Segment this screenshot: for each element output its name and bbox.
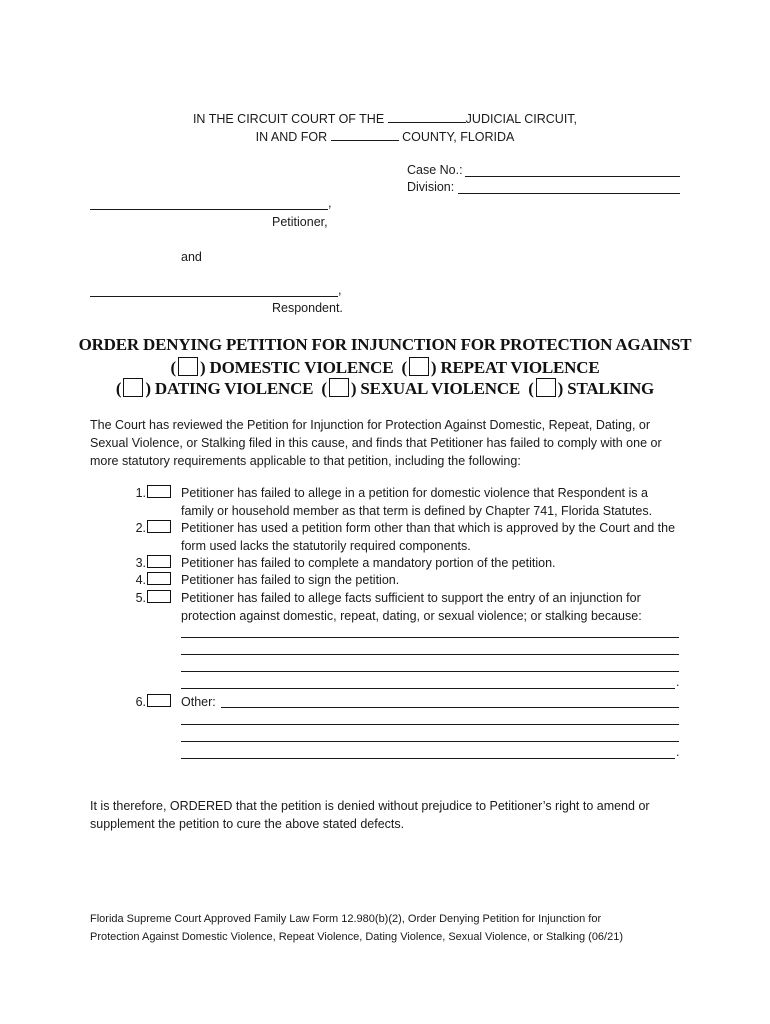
item-text: Petitioner has failed to sign the petition.	[181, 573, 400, 587]
dating-violence-checkbox[interactable]	[123, 378, 143, 397]
reason-period: .	[676, 675, 680, 689]
stalking-checkbox[interactable]	[536, 378, 556, 397]
ordered-paragraph: It is therefore, ORDERED that the petition is denied without prejudice to Petitioner’s right to amend or supplement the petition to cure the above stated defects.	[90, 799, 650, 831]
list-item	[94, 485, 684, 518]
item-text: Petitioner has failed to complete a mandatory portion of the petition.	[181, 556, 556, 570]
item-number: 5.	[135, 591, 146, 605]
footer-line1: Florida Supreme Court Approved Family Law Form 12.980(b)(2), Order Denying Petition for Injunction for	[90, 913, 602, 925]
stalking-label: STALKING	[567, 379, 655, 398]
item-text: Petitioner has failed to allege facts sufficient to support the entry of an injunction for protection against domestic, repeat, dating, or sexual violence; or stalking because:	[181, 591, 642, 623]
court-heading-line2	[0, 128, 770, 144]
petitioner-name-field[interactable]	[90, 209, 328, 210]
case-no-label: Case No.:	[407, 163, 463, 177]
item-text: Petitioner has used a petition form other than that which is approved by the Court and the form used lacks the statutorily required components.	[181, 521, 676, 553]
item-number: 4.	[135, 573, 146, 587]
list-item	[94, 590, 684, 623]
order-title-line2	[0, 357, 770, 378]
item-checkbox[interactable]	[147, 520, 171, 533]
list-item	[94, 555, 684, 573]
close-paren: )	[200, 358, 206, 377]
court-line2-prefix: IN AND FOR	[255, 130, 328, 144]
other-line[interactable]	[181, 758, 675, 759]
open-paren: (	[528, 379, 534, 398]
item-number: 6.	[135, 695, 146, 709]
item-checkbox[interactable]	[147, 555, 171, 568]
respondent-label: Respondent.	[272, 301, 343, 315]
item-number: 2.	[135, 521, 146, 535]
order-title-line1: ORDER DENYING PETITION FOR INJUNCTION FOR PROTECTION AGAINST	[78, 335, 692, 354]
reason-line[interactable]	[181, 688, 675, 689]
reason-line[interactable]	[181, 671, 679, 672]
reason-line[interactable]	[181, 637, 679, 638]
open-paren: (	[170, 358, 176, 377]
other-line[interactable]	[221, 707, 679, 708]
petitioner-comma: ,	[328, 196, 332, 210]
form-footer	[90, 910, 690, 946]
court-line1-suffix: JUDICIAL CIRCUIT,	[465, 112, 578, 126]
and-label: and	[181, 250, 202, 264]
petitioner-label: Petitioner,	[272, 215, 328, 229]
case-no-field[interactable]	[465, 176, 680, 177]
division-field[interactable]	[458, 193, 680, 194]
sexual-violence-label: SEXUAL VIOLENCE	[360, 379, 521, 398]
close-paren: )	[557, 379, 564, 398]
order-title-line3	[0, 378, 770, 399]
item-text: Other:	[181, 695, 216, 709]
court-heading-line1	[0, 110, 770, 126]
other-period: .	[676, 745, 680, 759]
item-number: 1.	[135, 486, 146, 500]
court-line2-suffix: COUNTY, FLORIDA	[402, 130, 515, 144]
repeat-violence-checkbox[interactable]	[409, 357, 429, 376]
open-paren: (	[115, 379, 122, 398]
domestic-violence-checkbox[interactable]	[178, 357, 198, 376]
list-item	[94, 694, 684, 712]
other-line[interactable]	[181, 741, 679, 742]
open-paren: (	[321, 379, 327, 398]
list-item	[94, 572, 684, 590]
respondent-comma: ,	[338, 283, 342, 297]
item-checkbox[interactable]	[147, 694, 171, 707]
other-line[interactable]	[181, 724, 679, 725]
open-paren: (	[401, 358, 407, 377]
list-item	[94, 520, 684, 553]
domestic-violence-label: DOMESTIC VIOLENCE	[209, 358, 394, 377]
dating-violence-label: DATING VIOLENCE	[154, 379, 314, 398]
court-line1-prefix: IN THE CIRCUIT COURT OF THE	[192, 112, 385, 126]
close-paren: )	[145, 379, 151, 398]
item-checkbox[interactable]	[147, 572, 171, 585]
division-label: Division:	[407, 180, 455, 194]
item-number: 3.	[135, 556, 146, 570]
item-checkbox[interactable]	[147, 590, 171, 603]
reason-line[interactable]	[181, 654, 679, 655]
close-paren: )	[430, 358, 437, 377]
close-paren: )	[350, 379, 357, 398]
repeat-violence-label: REPEAT VIOLENCE	[440, 358, 600, 377]
item-text: Petitioner has failed to allege in a petition for domestic violence that Respondent is a family or household member as that term is defined by Chapter 741, Florida Statutes.	[181, 486, 653, 518]
respondent-name-field[interactable]	[90, 296, 338, 297]
intro-paragraph: The Court has reviewed the Petition for Injunction for Protection Against Domestic, Repeat, Dating, or Sexual Violence, or Stalking filed in this cause, and finds that Petitioner has failed to comply with one or more statutory requirements applicable to that petition, including the following:	[90, 418, 662, 468]
judicial-circuit-field[interactable]	[388, 110, 466, 123]
sexual-violence-checkbox[interactable]	[329, 378, 349, 397]
county-field[interactable]	[331, 128, 399, 141]
footer-line2: Protection Against Domestic Violence, Repeat Violence, Dating Violence, Sexual Violence, or Stalking (06/21)	[90, 931, 624, 943]
item-checkbox[interactable]	[147, 485, 171, 498]
